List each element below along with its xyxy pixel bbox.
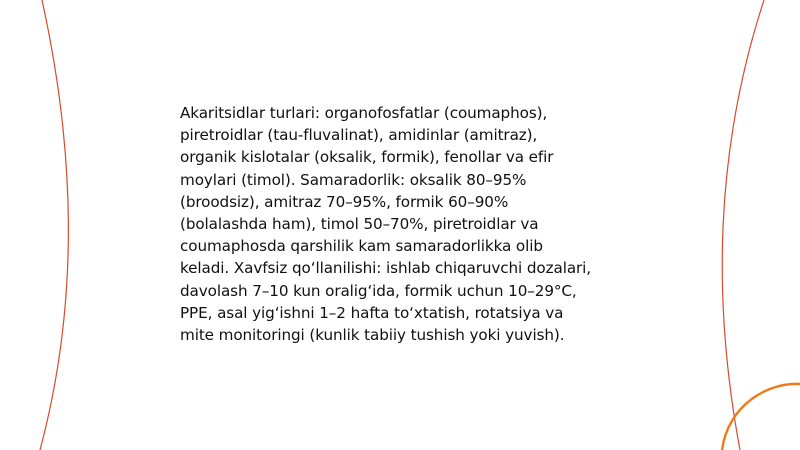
bottom-right-accent-arc: [722, 384, 800, 450]
text-line: mite monitoringi (kunlik tabiiy tushish yoki yuvish).: [180, 326, 565, 345]
text-line: davolash 7–10 kun oralig‘ida, formik uchun 10–29°C,: [180, 281, 577, 300]
text-line: PPE, asal yig‘ishni 1–2 hafta to‘xtatish, rotatsiya va: [180, 303, 564, 322]
slide-body-text: [180, 102, 630, 346]
left-decorative-arc: [40, 0, 68, 450]
right-decorative-arc: [722, 0, 764, 450]
text-line: organik kislotalar (oksalik, formik), fenollar va efir: [180, 148, 554, 167]
text-line: moylari (timol). Samaradorlik: oksalik 80–95%: [180, 170, 527, 189]
text-line: (broodsiz), amitraz 70–95%, formik 60–90%: [180, 192, 509, 211]
text-line: keladi. Xavfsiz qo‘llanilishi: ishlab chiqaruvchi dozalari,: [180, 259, 592, 278]
text-line: (bolalashda ham), timol 50–70%, piretroidlar va: [180, 215, 539, 234]
text-line: coumaphosda qarshilik kam samaradorlikka olib: [180, 237, 543, 256]
text-line: piretroidlar (tau-fluvalinat), amidinlar (amitraz),: [180, 126, 538, 145]
text-line: Akaritsidlar turlari: organofosfatlar (coumaphos),: [180, 104, 548, 122]
